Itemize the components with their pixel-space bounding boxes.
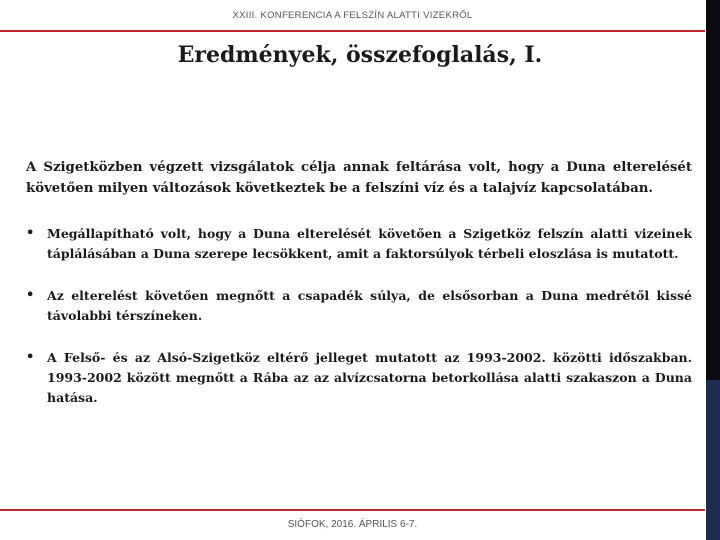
- footer-divider: [0, 509, 705, 511]
- slide-body: [26, 157, 692, 430]
- bullet-item: [26, 224, 692, 264]
- bullet-item: [26, 348, 692, 408]
- bullet-text: Az elterelést követően megnőtt a csapadék súlya, de elsősorban a Duna medrétől kissé távolabbi térszíneken.: [47, 288, 692, 323]
- bullet-item: [26, 286, 692, 326]
- slide-title: Eredmények, összefoglalás, I.: [177, 42, 543, 68]
- header-divider: [0, 30, 705, 32]
- bullet-icon: •: [26, 288, 35, 303]
- bullet-text: A Felső- és az Alsó-Szigetköz eltérő jelleget mutatott az 1993-2002. közötti időszakban. 1993-2002 között megnőtt a Rába az az alvízcsatorna betorkollása alatti szakaszon a Duna hatása.: [47, 350, 692, 405]
- bullet-icon: •: [26, 350, 35, 365]
- bullet-text: Megállapítható volt, hogy a Duna elterelését követően a Szigetköz felszín alatti vizeinek táplálásában a Duna szerepe lecsökkent, amit a faktorsúlyok térbeli eloszlása is mutatott.: [47, 226, 692, 261]
- side-bar-accent-decoration: [706, 380, 720, 540]
- conference-header: XXIII. KONFERENCIA A FELSZÍN ALATTI VIZEKRŐL: [232, 10, 473, 21]
- bullet-icon: •: [26, 226, 35, 241]
- footer-location-date: SIÓFOK, 2016. ÁPRILIS 6-7.: [287, 519, 418, 530]
- bullet-list: [26, 224, 692, 408]
- intro-paragraph: A Szigetközben végzett vizsgálatok célja annak feltárása volt, hogy a Duna elterelését követően milyen változások következtek be a felszíni víz és a talajvíz kapcsolatában.: [26, 160, 692, 196]
